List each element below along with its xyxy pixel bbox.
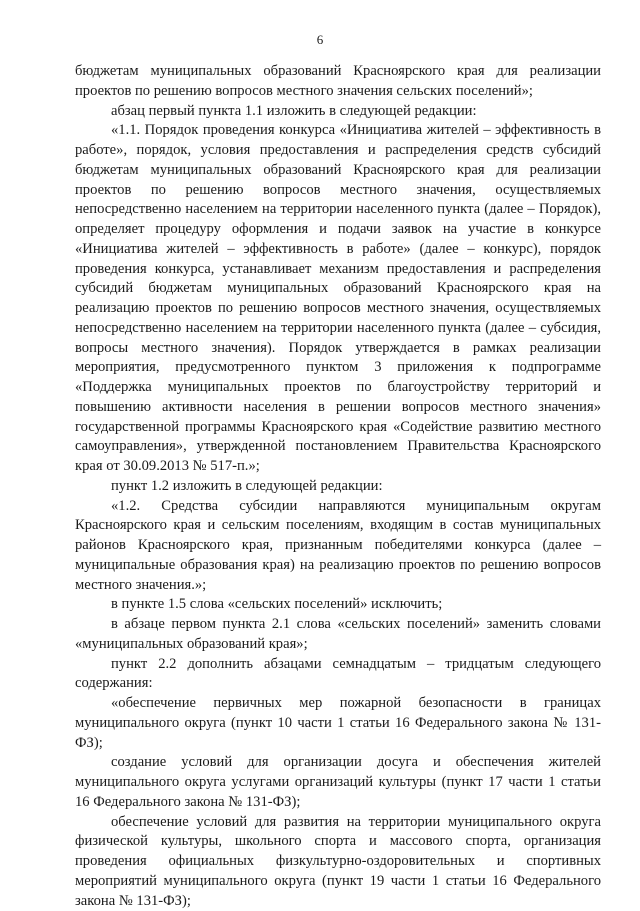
paragraph-fire-safety: «обеспечение первичных мер пожарной безопасности в границах муниципального округа (пункт 10 части 1 статьи 16 Федерального закона № 131-ФЗ); (75, 694, 601, 753)
document-body (75, 62, 601, 911)
paragraph-amendment-1-1-intro: абзац первый пункта 1.1 изложить в следующей редакции: (75, 102, 601, 122)
paragraph-clause-1-1: «1.1. Порядок проведения конкурса «Инициатива жителей – эффективность в работе», порядок, условия предоставления и распределения средств субсидий бюджетам муниципальных образований Красноярского края для реализации проектов по решению вопросов местного значения, осуществляемых непосредственно населением на территории населенного пункта (далее – Порядок), определяет процедуру оформления и подачи заявок на участие в конкурсе «Инициатива жителей – эффективность в работе» (далее – конкурс), порядок проведения конкурса, устанавливает механизм предоставления и распределения субсидий бюджетам муниципальных образований Красноярского края на реализацию проектов по решению вопросов местного значения, осуществляемых непосредственно населением на территории населенного пункта (далее – субсидия, вопросы местного значения). Порядок утверждается в рамках реализации мероприятия, предусмотренного пунктом 3 приложения к подпрограмме «Поддержка муниципальных проектов по благоустройству территорий и повышению активности населения в решении вопросов местного значения» государственной программы Красноярского края «Содействие развитию местного самоуправления», утвержденной постановлением Правительства Красноярского края от 30.09.2013 № 517-п.»; (75, 121, 601, 477)
paragraph-sport: обеспечение условий для развития на территории муниципального округа физической культуры, школьного спорта и массового спорта, организация проведения официальных физкультурно-оздоровительных и спортивных мероприятий муниципального округа (пункт 19 части 1 статьи 16 Федерального закона № 131-ФЗ); (75, 813, 601, 911)
paragraph-amendment-1-2-intro: пункт 1.2 изложить в следующей редакции: (75, 477, 601, 497)
paragraph-clause-2-1-change: в абзаце первом пункта 2.1 слова «сельских поселений» заменить словами «муниципальных образований края»; (75, 615, 601, 655)
paragraph-clause-1-2: «1.2. Средства субсидии направляются муниципальным округам Красноярского края и сельским поселениям, входящим в состав муниципальных районов Красноярского края, признанным победителями конкурса (далее – муниципальные образования края) на реализацию проектов по решению вопросов местного значения.»; (75, 497, 601, 596)
page-number: 6 (0, 32, 640, 48)
paragraph-culture: создание условий для организации досуга и обеспечения жителей муниципального округа услугами организаций культуры (пункт 17 части 1 статьи 16 Федерального закона № 131-ФЗ); (75, 753, 601, 812)
paragraph-continuation: бюджетам муниципальных образований Красноярского края для реализации проектов по решению вопросов местного значения сельских поселений»; (75, 62, 601, 102)
paragraph-clause-2-2-intro: пункт 2.2 дополнить абзацами семнадцатым – тридцатым следующего содержания: (75, 655, 601, 695)
paragraph-clause-1-5-change: в пункте 1.5 слова «сельских поселений» исключить; (75, 595, 601, 615)
